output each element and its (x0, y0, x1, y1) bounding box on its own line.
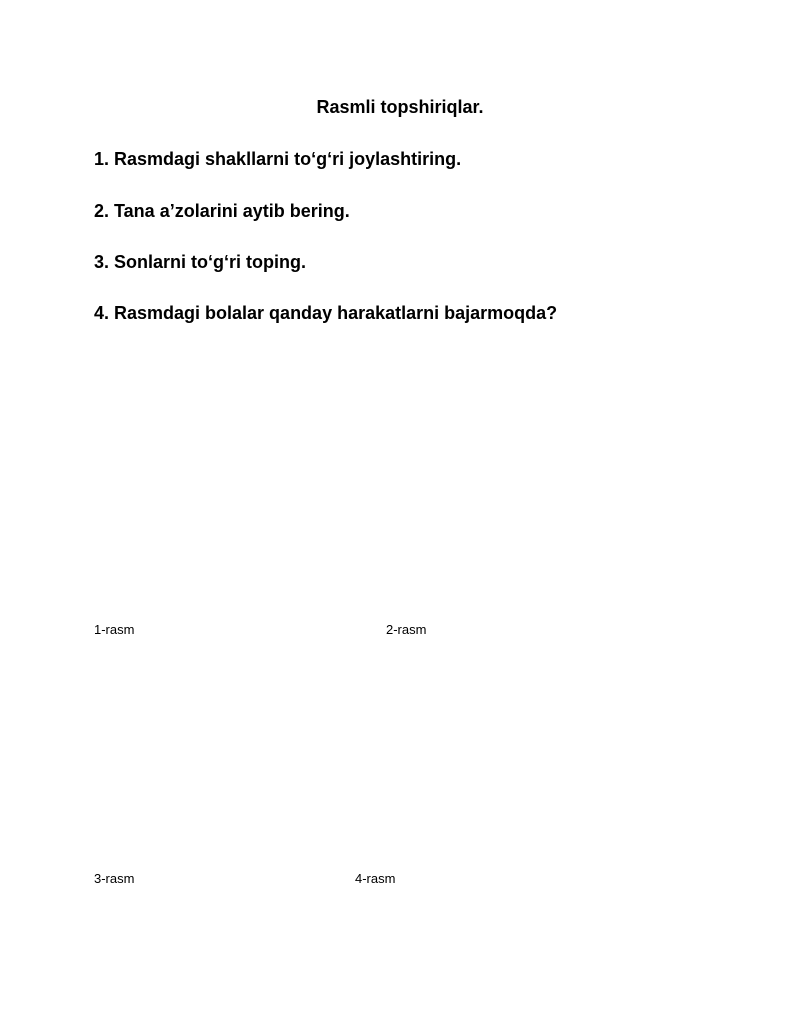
figure-2-area (386, 345, 706, 615)
figure-4-caption: 4-rasm (355, 871, 396, 886)
task-2: 2. Tana a’zolarini aytib bering. (94, 201, 350, 221)
figure-4-area (355, 650, 705, 865)
figure-1-area (94, 345, 374, 615)
document-title: Rasmli topshiriqlar. (316, 97, 484, 117)
figure-1-caption: 1-rasm (94, 622, 135, 637)
figure-2-caption: 2-rasm (386, 622, 427, 637)
figure-3-area (94, 650, 344, 865)
task-3: 3. Sonlarni to‘g‘ri toping. (94, 252, 306, 272)
task-1: 1. Rasmdagi shakllarni to‘g‘ri joylashtiring. (94, 149, 462, 169)
task-4: 4. Rasmdagi bolalar qanday harakatlarni bajarmoqda? (94, 303, 558, 323)
figure-3-caption: 3-rasm (94, 871, 135, 886)
